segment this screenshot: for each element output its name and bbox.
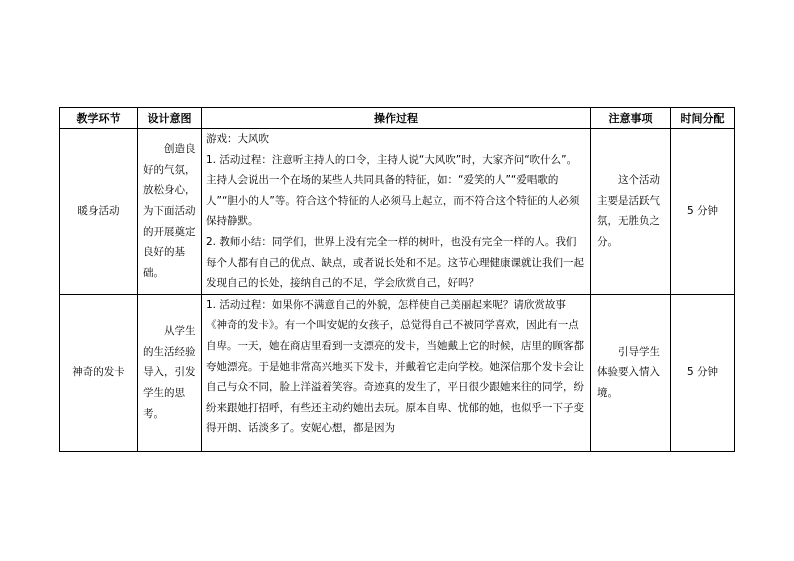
table-header-row [60,108,735,129]
header-notes: 注意事项 [591,108,671,129]
row-note: 引导学生体验要入情入境。 [591,294,671,451]
table-row [60,294,735,451]
header-stage: 教学环节 [60,108,138,129]
row-note: 这个活动主要是活跃气氛，无胜负之分。 [591,129,671,295]
process-paragraph: 游戏：大风吹 [206,133,269,145]
row-stage: 神奇的发卡 [60,294,138,451]
row-intent: 从学生的生活经验导入，引发学生的思考。 [138,294,202,451]
row-process [202,129,591,295]
row-stage: 暖身活动 [60,129,138,295]
lesson-plan-table [59,107,735,452]
row-process [202,294,591,451]
process-paragraph: 1. 活动过程：注意听主持人的口令，主持人说“大风吹”时，大家齐问“吹什么”。主持人会说出一个在场的某些人共同具备的特征，如：“爱笑的人”“爱唱歌的人”“胆小的人”等。符合这个特征的人必须马上起立，而不符合这个特征的人必须保持静默。 [206,153,580,228]
header-process: 操作过程 [202,108,591,129]
row-time: 5 分钟 [671,294,735,451]
process-paragraph: 1. 活动过程：如果你不满意自己的外貌，怎样使自己美丽起来呢？请欣赏故事《神奇的发卡》。有一个叫安妮的女孩子，总觉得自己不被同学喜欢，因此有一点自卑。一天，她在商店里看到一支漂亮的发卡，当她戴上它的时候，店里的顾客都夸她漂亮。于是她非常高兴地买下发卡，并戴着它走向学校。她深信那个发卡会让自己与众不同，脸上洋溢着笑容。奇迹真的发生了，平日很少跟她来往的同学，纷纷来跟她打招呼，有些还主动约她出去玩。原本自卑、忧郁的她，也似乎一下子变得开朗、话淡多了。安妮心想，都是因为 [206,298,584,435]
row-time: 5 分钟 [671,129,735,295]
header-intent: 设计意图 [138,108,202,129]
row-intent: 创造良好的气氛，放松身心，为下面活动的开展奠定良好的基础。 [138,129,202,295]
process-paragraph: 2. 教师小结：同学们，世界上没有完全一样的树叶，也没有完全一样的人。我们每个人都有自己的优点、缺点，或者说长处和不足。这节心理健康课就让我们一起发现自己的长处，接纳自己的不足，学会欣赏自己，好吗？ [206,235,584,290]
header-time: 时间分配 [671,108,735,129]
table-row [60,129,735,295]
